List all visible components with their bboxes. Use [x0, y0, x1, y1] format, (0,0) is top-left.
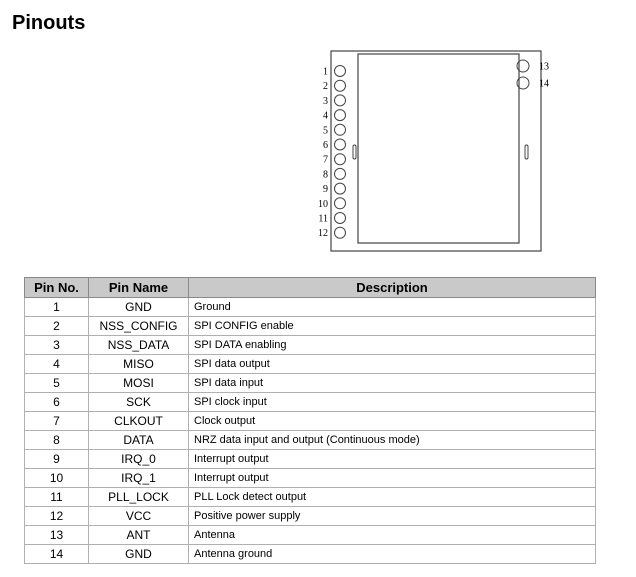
table-row — [25, 412, 596, 431]
pin-label: 10 — [318, 198, 328, 210]
pin-description-cell: Antenna ground — [189, 545, 596, 564]
pin-description-cell: SPI DATA enabling — [189, 336, 596, 355]
pin-label: 14 — [539, 78, 549, 90]
pin-description-cell: Clock output — [189, 412, 596, 431]
pin-number-cell: 13 — [25, 526, 89, 545]
pin-label: 12 — [318, 228, 328, 240]
pin-pad — [335, 227, 346, 238]
pin-pad — [335, 80, 346, 91]
module-pinout-diagram — [0, 0, 636, 270]
pin-description-table — [24, 277, 596, 564]
pin-name-cell: DATA — [89, 431, 189, 450]
pin-number-cell: 12 — [25, 507, 89, 526]
pin-description-cell: Interrupt output — [189, 450, 596, 469]
pin-name-cell: GND — [89, 298, 189, 317]
pin-pad — [335, 183, 346, 194]
pin-number-cell: 3 — [25, 336, 89, 355]
pin-description-cell: PLL Lock detect output — [189, 488, 596, 507]
pin-name-cell: VCC — [89, 507, 189, 526]
table-row — [25, 450, 596, 469]
pin-number-cell: 8 — [25, 431, 89, 450]
pin-pad — [335, 198, 346, 209]
pin-number-cell: 14 — [25, 545, 89, 564]
pin-name-cell: CLKOUT — [89, 412, 189, 431]
pin-number-cell: 11 — [25, 488, 89, 507]
pin-number-cell: 7 — [25, 412, 89, 431]
page-title: Pinouts — [12, 12, 86, 34]
header-description: Description — [189, 278, 596, 298]
pin-label: 2 — [323, 81, 328, 93]
pin-label: 1 — [323, 66, 328, 78]
pin-name-cell: IRQ_0 — [89, 450, 189, 469]
pin-name-cell: NSS_CONFIG — [89, 317, 189, 336]
header-pin-no: Pin No. — [25, 278, 89, 298]
pin-number-cell: 9 — [25, 450, 89, 469]
pin-description-cell: SPI CONFIG enable — [189, 317, 596, 336]
table-row — [25, 393, 596, 412]
pin-description-cell: Antenna — [189, 526, 596, 545]
shield-notch-right — [525, 145, 528, 159]
pin-label: 9 — [323, 184, 328, 196]
pin-number-cell: 2 — [25, 317, 89, 336]
pin-label: 7 — [323, 154, 328, 166]
table-row — [25, 336, 596, 355]
pin-description-cell: Interrupt output — [189, 469, 596, 488]
pin-name-cell: SCK — [89, 393, 189, 412]
table-row — [25, 488, 596, 507]
table-row — [25, 298, 596, 317]
pin-description-cell: SPI data input — [189, 374, 596, 393]
pin-number-cell: 6 — [25, 393, 89, 412]
pin-description-cell: Positive power supply — [189, 507, 596, 526]
pin-pad — [335, 95, 346, 106]
pin-name-cell: NSS_DATA — [89, 336, 189, 355]
pin-name-cell: MOSI — [89, 374, 189, 393]
pin-pad — [335, 110, 346, 121]
pin-pad — [335, 168, 346, 179]
pin-pad — [335, 66, 346, 77]
pin-description-cell: NRZ data input and output (Continuous mode) — [189, 431, 596, 450]
table-header-row — [25, 278, 596, 298]
table-row — [25, 431, 596, 450]
pin-label: 13 — [539, 61, 549, 73]
pin-pad — [335, 124, 346, 135]
pin-label: 11 — [318, 213, 328, 225]
table-row — [25, 374, 596, 393]
pin-description-cell: Ground — [189, 298, 596, 317]
header-pin-name: Pin Name — [89, 278, 189, 298]
pin-number-cell: 1 — [25, 298, 89, 317]
pin-description-cell: SPI clock input — [189, 393, 596, 412]
pin-description-cell: SPI data output — [189, 355, 596, 374]
shield-can — [358, 54, 519, 243]
pin-number-cell: 4 — [25, 355, 89, 374]
pin-label: 4 — [323, 110, 328, 122]
table-row — [25, 545, 596, 564]
table-row — [25, 317, 596, 336]
pin-label: 8 — [323, 169, 328, 181]
pin-pad — [335, 154, 346, 165]
pin-name-cell: PLL_LOCK — [89, 488, 189, 507]
pin-pad — [335, 213, 346, 224]
table-row — [25, 469, 596, 488]
pin-name-cell: MISO — [89, 355, 189, 374]
pin-number-cell: 5 — [25, 374, 89, 393]
table-row — [25, 526, 596, 545]
pin-label: 3 — [323, 95, 328, 107]
pin-pad — [335, 139, 346, 150]
pin-name-cell: ANT — [89, 526, 189, 545]
pin-name-cell: GND — [89, 545, 189, 564]
table-row — [25, 355, 596, 374]
table-row — [25, 507, 596, 526]
pin-label: 6 — [323, 140, 328, 151]
shield-notch-left — [353, 145, 356, 159]
pin-label: 5 — [323, 125, 328, 137]
module-outline — [331, 51, 541, 251]
pin-name-cell: IRQ_1 — [89, 469, 189, 488]
pin-number-cell: 10 — [25, 469, 89, 488]
